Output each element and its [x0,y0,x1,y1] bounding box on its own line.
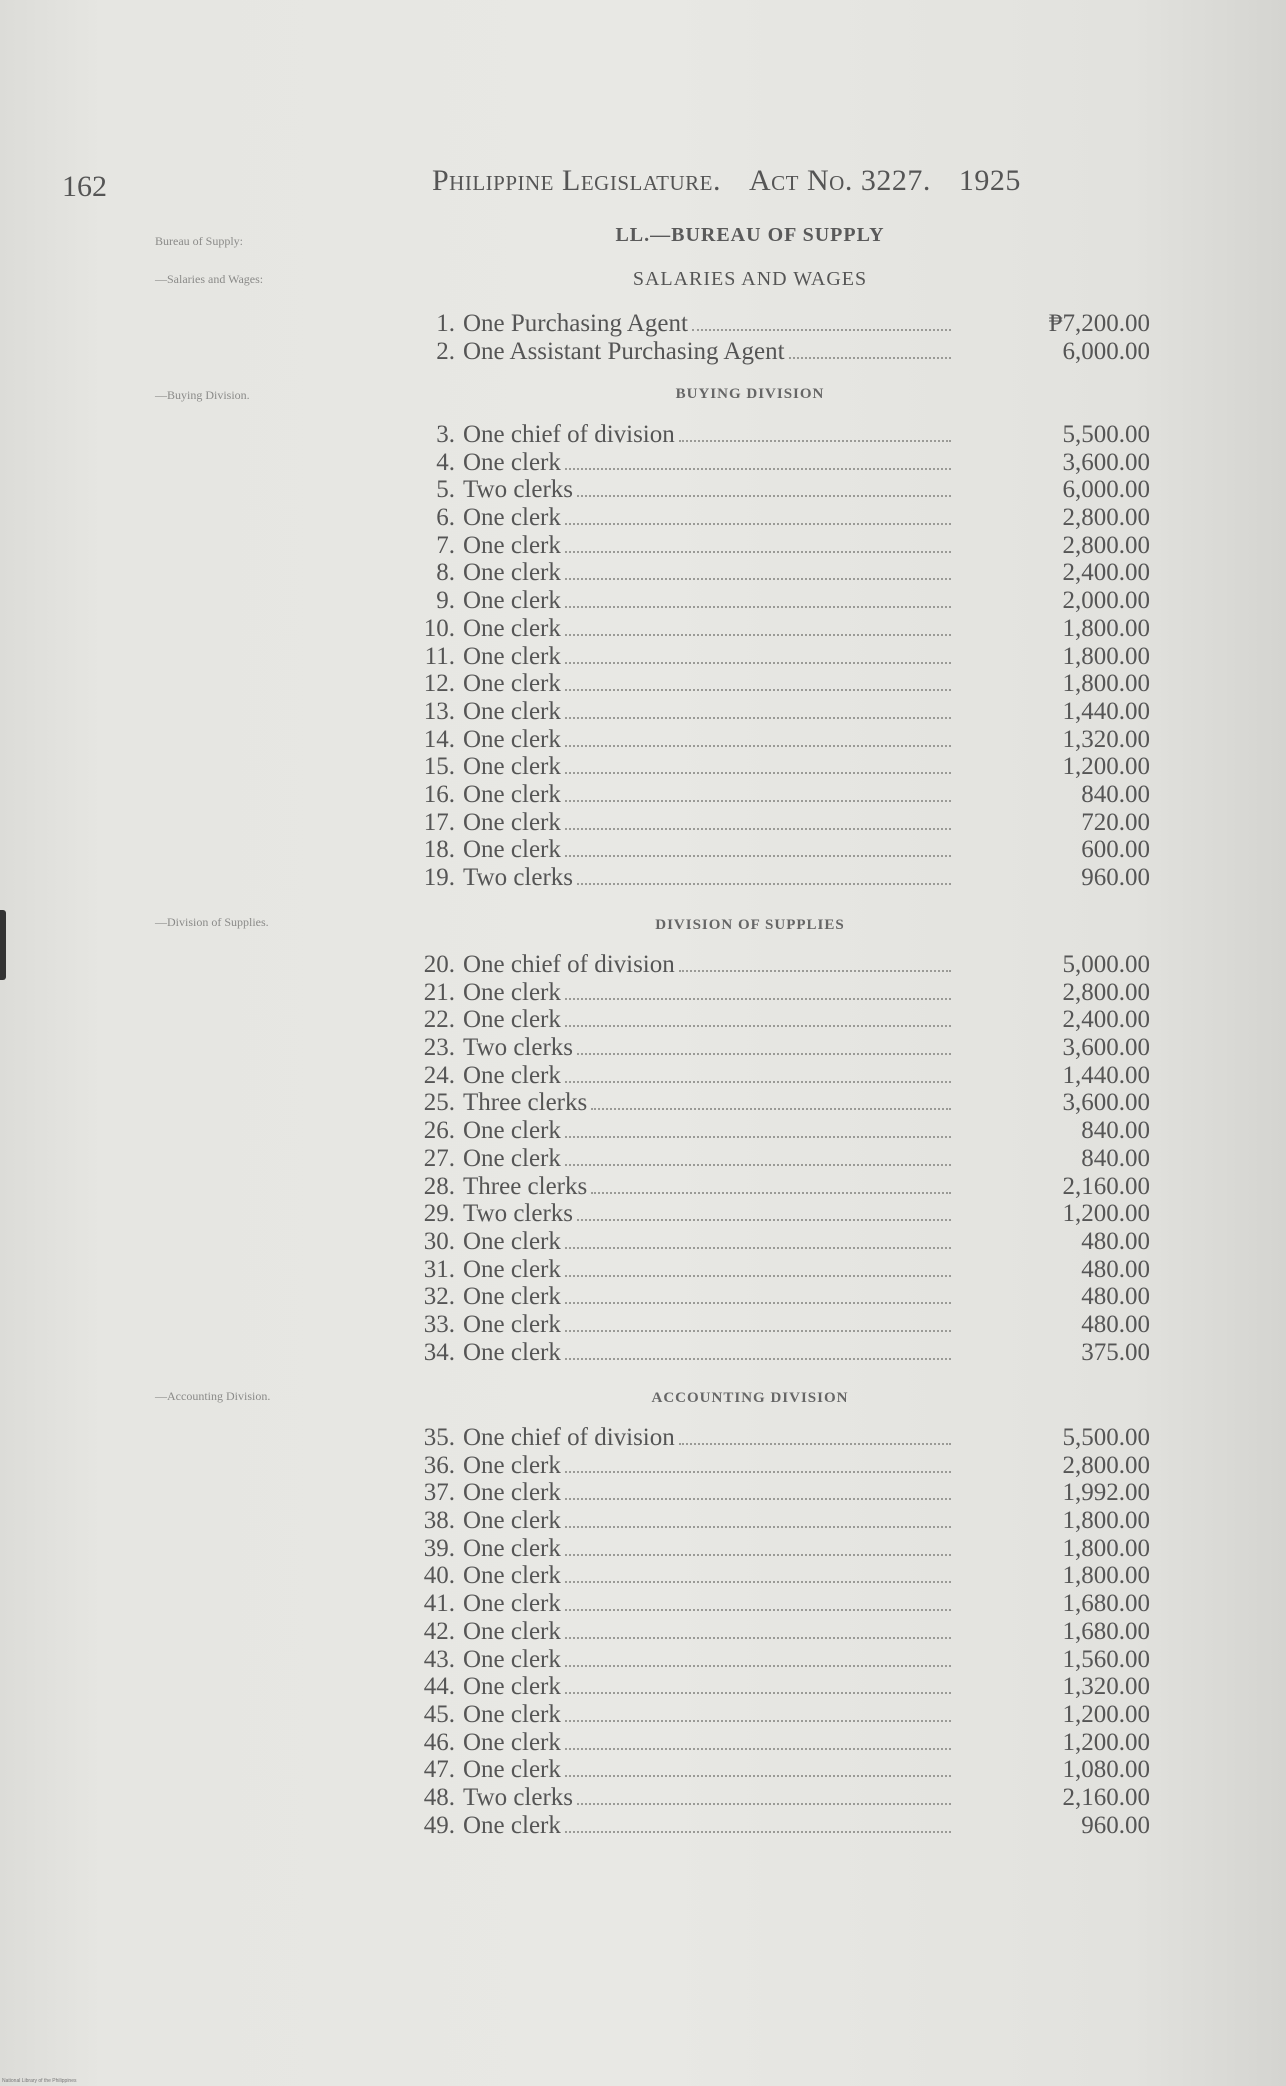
item-number: 41. [423,1590,455,1618]
item-number: 21. [423,978,455,1006]
dot-leader [565,1498,951,1500]
item-amount: 480.00 [1081,1310,1150,1338]
item-description: One clerk [463,1283,561,1311]
list-item [395,1507,1150,1535]
margin-note-bureau: Bureau of Supply: [155,234,243,248]
list-item [395,1562,1150,1590]
list-item [395,1200,1150,1228]
dot-leader [565,551,951,553]
running-head-year: 1925 [958,164,1021,197]
dot-leader [679,440,951,442]
item-amount: 840.00 [1081,1144,1150,1172]
list-item [395,1145,1150,1173]
item-number: 6. [436,504,455,532]
item-number: 18. [423,836,455,864]
item-description: One clerk [463,978,561,1006]
item-amount: 960.00 [1081,1811,1150,1839]
list-item [395,559,1150,587]
item-amount: 2,400.00 [1062,559,1150,587]
list-item [395,1228,1150,1256]
item-description: One clerk [463,1645,561,1673]
item-number: 10. [423,614,455,642]
list-item [395,753,1150,781]
dot-leader [565,1471,951,1473]
item-description: One clerk [463,1061,561,1089]
item-description: One clerk [463,1144,561,1172]
list-item [395,1452,1150,1480]
dot-leader [565,1581,951,1583]
item-number: 12. [423,670,455,698]
item-amount: 375.00 [1081,1338,1150,1366]
item-number: 45. [423,1700,455,1728]
item-description: One clerk [463,670,561,698]
item-amount: 1,440.00 [1062,1061,1150,1089]
item-number: 48. [423,1783,455,1811]
item-number: 47. [423,1756,455,1784]
item-amount: 6,000.00 [1062,337,1150,365]
dot-leader [565,1136,951,1138]
dot-leader [565,1526,951,1528]
margin-note-buying: —Buying Division. [155,388,250,402]
list-item [395,1034,1150,1062]
item-description: One clerk [463,1756,561,1784]
dot-leader [565,1609,951,1611]
item-number: 31. [423,1255,455,1283]
item-amount: 1,200.00 [1062,1728,1150,1756]
item-description: One clerk [463,1255,561,1283]
item-number: 40. [423,1562,455,1590]
item-description: One clerk [463,1590,561,1618]
list-item [395,1812,1150,1840]
item-amount: 1,080.00 [1062,1756,1150,1784]
dot-leader [565,523,951,525]
item-description: Two clerks [463,1783,574,1811]
item-number: 26. [423,1117,455,1145]
dot-leader [565,1302,951,1304]
item-number: 3. [436,421,455,448]
item-number: 29. [423,1200,455,1228]
dot-leader [565,1358,951,1360]
dot-leader [679,1443,951,1445]
item-amount: 1,200.00 [1062,1200,1150,1228]
item-number: 32. [423,1283,455,1311]
item-description: One clerk [463,697,561,725]
top-items-list [395,310,1150,365]
item-number: 28. [423,1172,455,1200]
dot-leader [565,800,951,802]
item-amount: 5,500.00 [1062,1424,1150,1451]
item-amount: 6,000.00 [1062,476,1150,504]
item-number: 2. [436,337,455,365]
item-amount: 1,992.00 [1062,1479,1150,1507]
item-description: One clerk [463,1117,561,1145]
item-number: 25. [423,1089,455,1117]
item-amount: 1,200.00 [1062,1700,1150,1728]
item-amount: 2,800.00 [1062,1451,1150,1479]
item-description: One clerk [463,780,561,808]
item-amount: 840.00 [1081,1117,1150,1145]
item-description: One chief of division [463,951,675,978]
item-description: One clerk [463,504,561,532]
item-amount: 600.00 [1081,836,1150,864]
item-amount: 480.00 [1081,1283,1150,1311]
item-description: One clerk [463,1479,561,1507]
list-item [395,836,1150,864]
item-number: 16. [423,780,455,808]
list-item [395,1618,1150,1646]
list-item [395,643,1150,671]
item-number: 14. [423,725,455,753]
running-head [432,164,1021,198]
dot-leader [565,1164,951,1166]
item-amount: 1,800.00 [1062,614,1150,642]
item-number: 9. [436,587,455,615]
item-number: 46. [423,1728,455,1756]
item-number: 24. [423,1061,455,1089]
item-number: 1. [436,310,455,337]
dot-leader [565,1025,951,1027]
dot-leader [565,1275,951,1277]
dot-leader [591,1108,951,1110]
list-item [395,1311,1150,1339]
item-description: One Purchasing Agent [463,310,688,337]
list-item [395,1729,1150,1757]
dot-leader [565,662,951,664]
dot-leader [565,578,951,580]
item-amount: 2,800.00 [1062,504,1150,532]
list-item [395,1646,1150,1674]
dot-leader [565,772,951,774]
item-description: One clerk [463,1451,561,1479]
dot-leader [565,745,951,747]
item-amount: 1,800.00 [1062,1534,1150,1562]
dot-leader [565,1247,951,1249]
item-number: 11. [424,642,455,670]
list-item [395,809,1150,837]
item-amount: 1,440.00 [1062,697,1150,725]
supplies-division-title: DIVISION OF SUPPLIES [655,917,845,933]
list-item [395,476,1150,504]
dot-leader [565,717,951,719]
list-item [395,338,1150,366]
running-head-act: Act No. 3227. [749,164,931,197]
item-description: One clerk [463,1562,561,1590]
item-description: One Assistant Purchasing Agent [463,337,785,365]
dot-leader [789,357,951,359]
dot-leader [565,1692,951,1694]
list-item [395,1089,1150,1117]
list-item [395,532,1150,560]
item-description: Two clerks [463,1034,574,1062]
item-number: 4. [436,448,455,476]
item-amount: 1,680.00 [1062,1590,1150,1618]
dot-leader [577,1219,951,1221]
list-item [395,1535,1150,1563]
item-description: One chief of division [463,421,675,448]
list-item [395,1701,1150,1729]
section-subtitle: SALARIES AND WAGES [632,268,868,290]
item-number: 49. [423,1811,455,1839]
list-item [395,1173,1150,1201]
item-description: One clerk [463,808,561,836]
item-description: One clerk [463,614,561,642]
item-number: 33. [423,1310,455,1338]
accounting-division-list [395,1424,1150,1839]
dot-leader [565,468,951,470]
dot-leader [565,855,951,857]
dot-leader [679,970,951,972]
item-amount: 960.00 [1081,864,1150,891]
item-description: One clerk [463,1338,561,1366]
list-item [395,310,1150,338]
item-amount: 3,600.00 [1062,1089,1150,1117]
dot-leader [692,329,951,331]
item-number: 27. [423,1144,455,1172]
dot-leader [565,1720,951,1722]
page-edge-mark [0,910,6,980]
item-number: 5. [436,476,455,504]
item-description: One clerk [463,1673,561,1701]
dot-leader [591,1192,951,1194]
item-number: 39. [423,1534,455,1562]
section-title: LL.—BUREAU OF SUPPLY [615,224,885,246]
item-description: One clerk [463,1310,561,1338]
list-item [395,504,1150,532]
item-description: Two clerks [463,864,574,891]
dot-leader [565,1554,951,1556]
item-amount: 1,320.00 [1062,1673,1150,1701]
dot-leader [565,828,951,830]
item-description: One clerk [463,1006,561,1034]
dot-leader [565,606,951,608]
page-number: 162 [62,170,107,203]
item-number: 15. [423,753,455,781]
item-amount: 2,000.00 [1062,587,1150,615]
dot-leader [565,1081,951,1083]
item-amount: 5,500.00 [1062,421,1150,448]
item-description: One clerk [463,836,561,864]
item-description: Two clerks [463,1200,574,1228]
item-number: 23. [423,1034,455,1062]
list-item [395,1256,1150,1284]
list-item [395,979,1150,1007]
list-item [395,698,1150,726]
dot-leader [565,1775,951,1777]
item-number: 22. [423,1006,455,1034]
list-item [395,726,1150,754]
item-amount: 1,800.00 [1062,670,1150,698]
list-item [395,670,1150,698]
footer-credit: National Library of the Philippines [2,2078,77,2084]
item-number: 36. [423,1451,455,1479]
item-description: One clerk [463,1700,561,1728]
list-item [395,1117,1150,1145]
item-number: 43. [423,1645,455,1673]
item-amount: 5,000.00 [1062,951,1150,978]
list-item [395,1062,1150,1090]
running-head-title: Philippine Legislature. [432,164,721,197]
item-amount: 2,400.00 [1062,1006,1150,1034]
dot-leader [577,883,951,885]
dot-leader [565,1748,951,1750]
item-description: One clerk [463,587,561,615]
item-number: 42. [423,1617,455,1645]
item-description: One clerk [463,559,561,587]
list-item [395,781,1150,809]
dot-leader [565,689,951,691]
item-description: One clerk [463,1507,561,1535]
item-description: One chief of division [463,1424,675,1451]
dot-leader [565,998,951,1000]
item-amount: 2,160.00 [1062,1783,1150,1811]
dot-leader [577,495,951,497]
item-description: One clerk [463,1227,561,1255]
list-item [395,951,1150,979]
dot-leader [577,1803,951,1805]
item-number: 35. [423,1424,455,1451]
list-item [395,587,1150,615]
item-description: Three clerks [463,1089,588,1117]
item-number: 19. [423,864,455,891]
dot-leader [565,1637,951,1639]
item-description: Two clerks [463,476,574,504]
item-description: One clerk [463,1534,561,1562]
list-item [395,1339,1150,1367]
item-amount: 3,600.00 [1062,1034,1150,1062]
item-amount: 1,560.00 [1062,1645,1150,1673]
item-number: 34. [423,1338,455,1366]
item-description: One clerk [463,1728,561,1756]
buying-division-title: BUYING DIVISION [675,386,825,402]
item-amount: 720.00 [1081,808,1150,836]
item-number: 37. [423,1479,455,1507]
list-item [395,421,1150,449]
item-description: Three clerks [463,1172,588,1200]
item-description: One clerk [463,1811,561,1839]
list-item [395,1283,1150,1311]
list-item [395,615,1150,643]
item-amount: ₱7,200.00 [1048,310,1150,337]
item-description: One clerk [463,1617,561,1645]
list-item [395,864,1150,892]
item-number: 8. [436,559,455,587]
item-amount: 480.00 [1081,1227,1150,1255]
list-item [395,1673,1150,1701]
item-amount: 2,800.00 [1062,531,1150,559]
dot-leader [565,634,951,636]
list-item [395,1006,1150,1034]
margin-note-salaries: —Salaries and Wages: [155,272,264,286]
supplies-division-list [395,951,1150,1366]
list-item [395,449,1150,477]
dot-leader [565,1330,951,1332]
list-item [395,1590,1150,1618]
list-item [395,1424,1150,1452]
item-description: One clerk [463,725,561,753]
margin-note-supplies: —Division of Supplies. [155,915,269,929]
accounting-division-title: ACCOUNTING DIVISION [651,1390,849,1406]
margin-note-accounting: —Accounting Division. [155,1389,271,1403]
dot-leader [565,1831,951,1833]
item-number: 13. [423,697,455,725]
item-number: 20. [423,951,455,978]
item-number: 7. [436,531,455,559]
item-amount: 1,800.00 [1062,1507,1150,1535]
item-number: 17. [423,808,455,836]
dot-leader [565,1665,951,1667]
dot-leader [577,1053,951,1055]
item-amount: 480.00 [1081,1255,1150,1283]
item-amount: 2,160.00 [1062,1172,1150,1200]
item-number: 30. [423,1227,455,1255]
item-amount: 1,680.00 [1062,1617,1150,1645]
item-amount: 1,320.00 [1062,725,1150,753]
item-amount: 1,200.00 [1062,753,1150,781]
item-description: One clerk [463,753,561,781]
item-description: One clerk [463,448,561,476]
item-amount: 1,800.00 [1062,1562,1150,1590]
item-amount: 3,600.00 [1062,448,1150,476]
item-description: One clerk [463,642,561,670]
item-amount: 1,800.00 [1062,642,1150,670]
list-item [395,1784,1150,1812]
buying-division-list [395,421,1150,892]
item-description: One clerk [463,531,561,559]
item-number: 44. [423,1673,455,1701]
item-number: 38. [423,1507,455,1535]
list-item [395,1756,1150,1784]
item-amount: 840.00 [1081,780,1150,808]
item-amount: 2,800.00 [1062,978,1150,1006]
list-item [395,1479,1150,1507]
